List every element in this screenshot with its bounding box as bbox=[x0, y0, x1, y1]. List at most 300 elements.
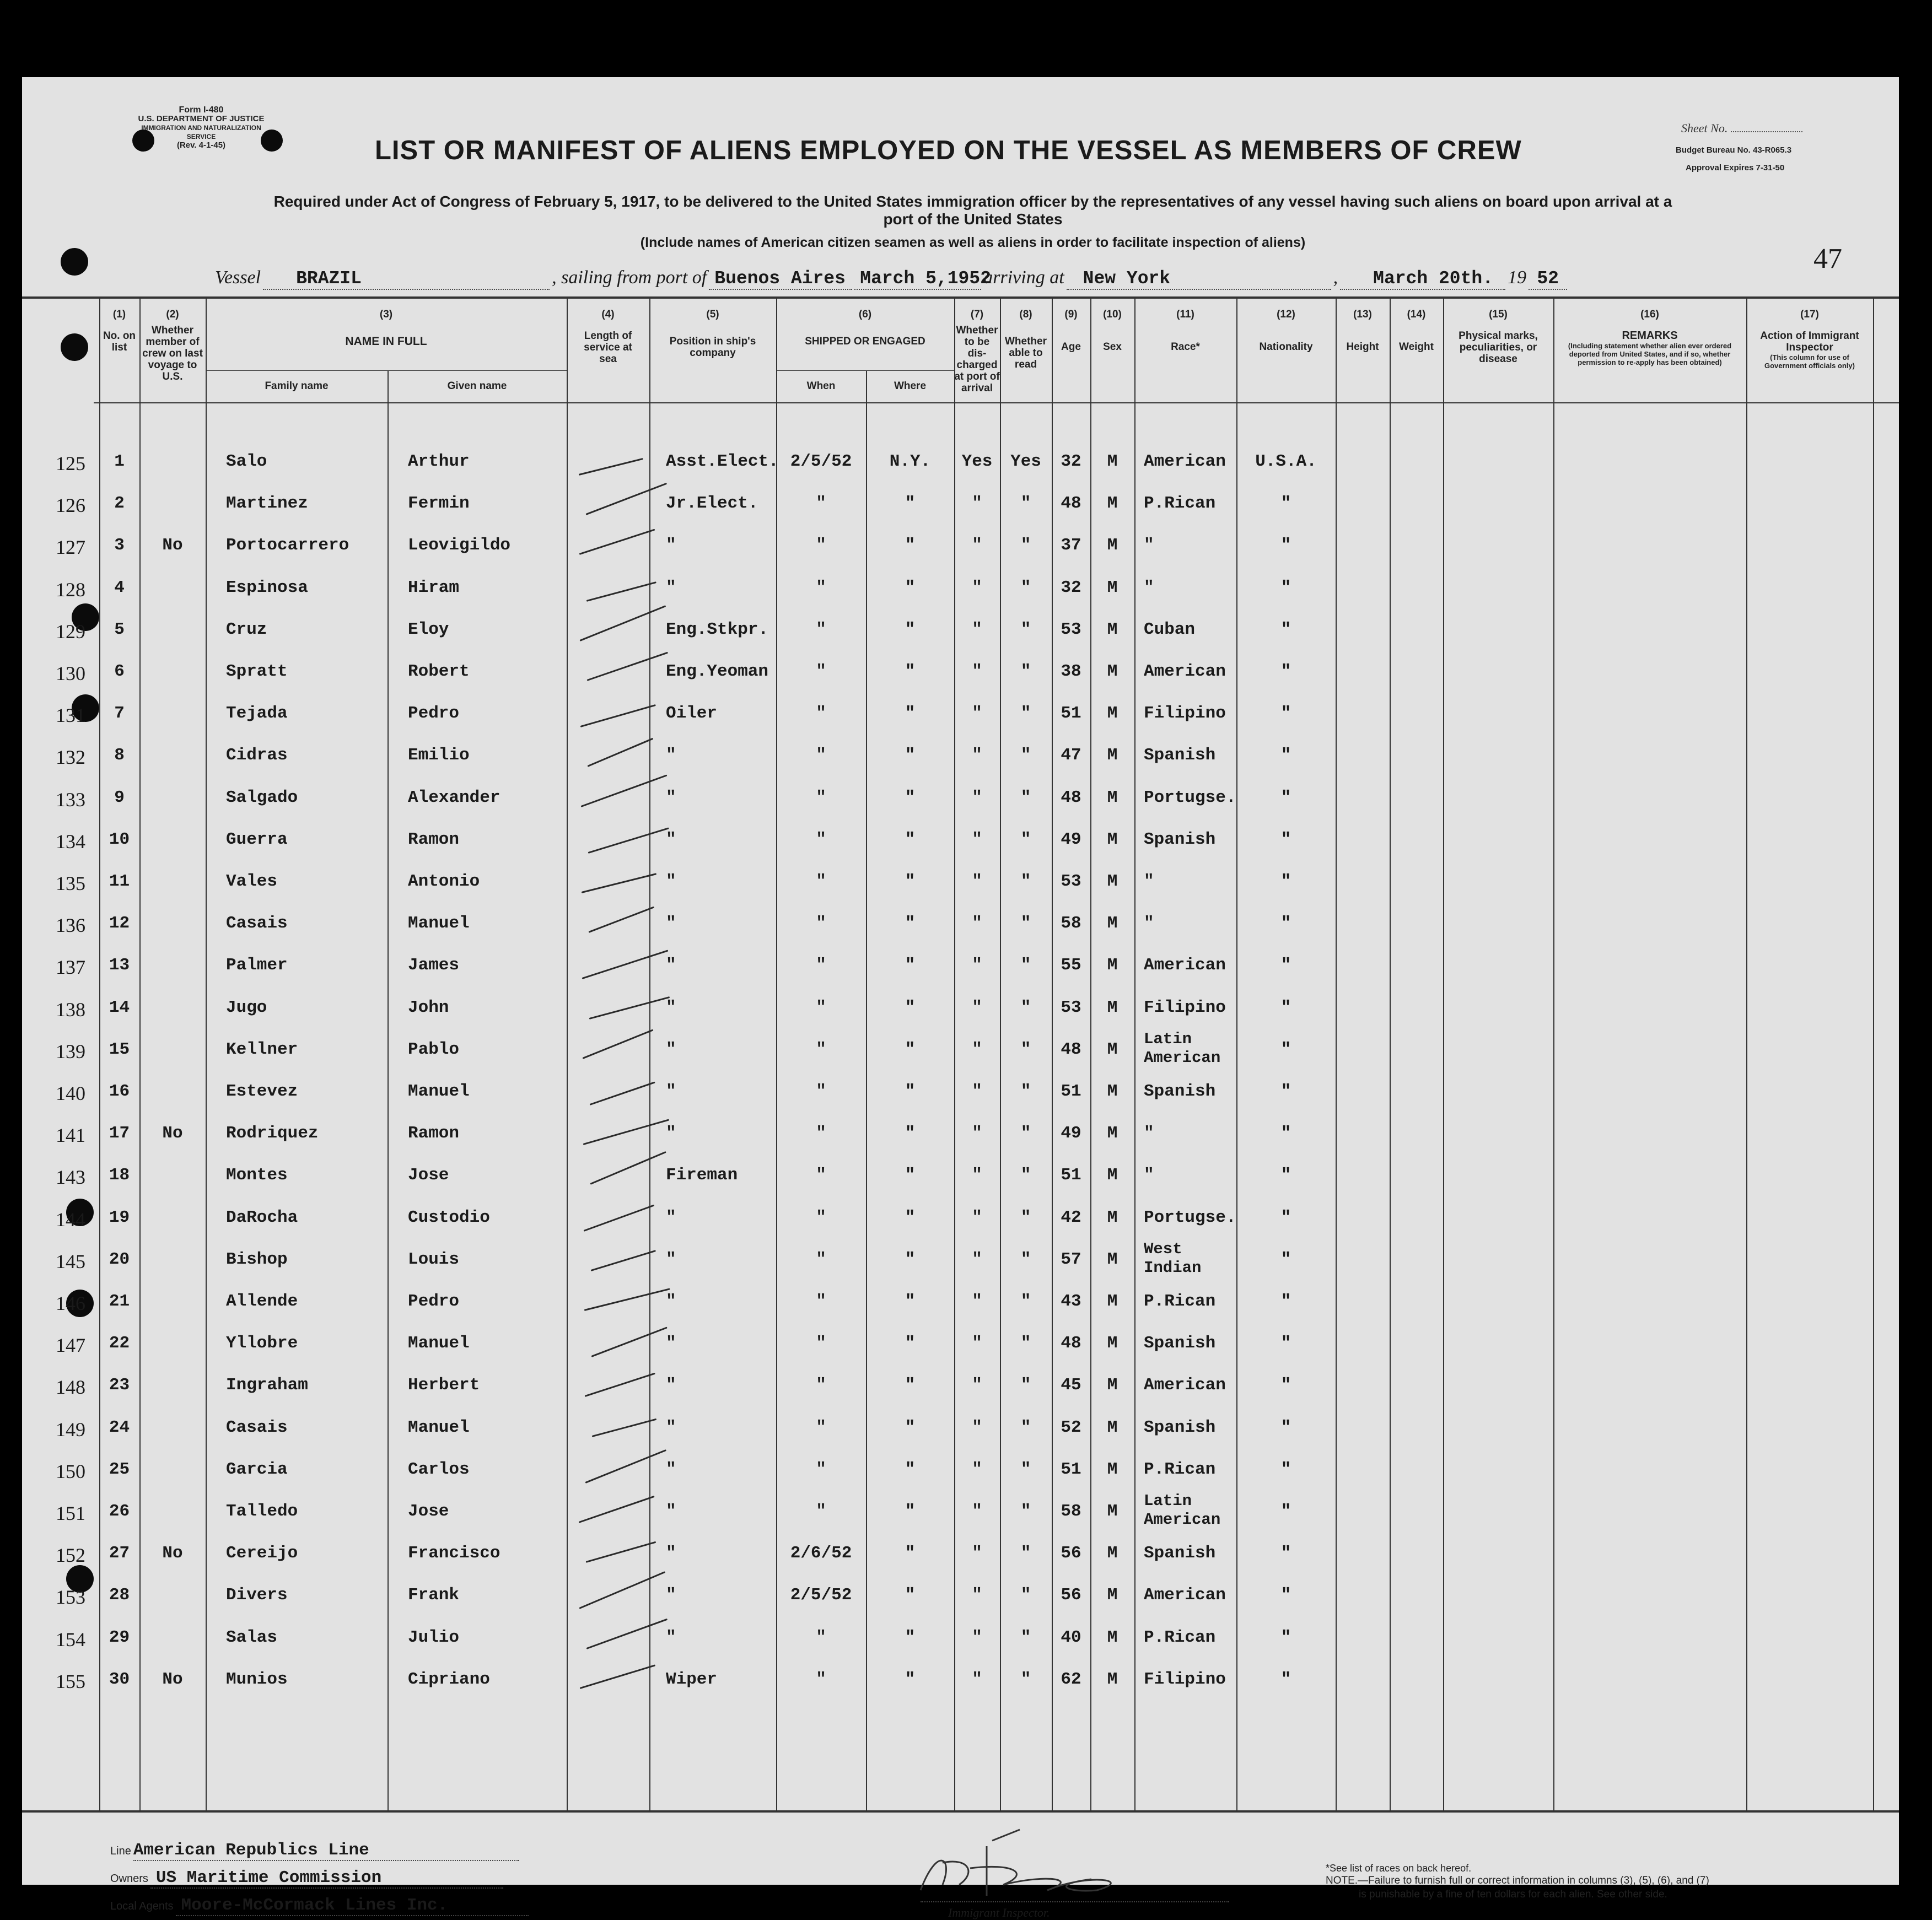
race-cell: American bbox=[1144, 662, 1226, 681]
nat-cell: " bbox=[1280, 1502, 1291, 1521]
no-cell: 17 bbox=[109, 1124, 130, 1143]
position-cell: " bbox=[666, 1040, 676, 1059]
when-cell: " bbox=[816, 704, 826, 723]
position-cell: " bbox=[666, 788, 676, 807]
table-row bbox=[22, 578, 1899, 611]
given-cell: Manuel bbox=[408, 1082, 470, 1101]
family-cell: Divers bbox=[226, 1585, 288, 1605]
disch-cell: " bbox=[972, 1124, 982, 1143]
read-cell: " bbox=[1020, 1208, 1031, 1227]
age-cell: 47 bbox=[1061, 746, 1081, 765]
nat-cell: U.S.A. bbox=[1255, 452, 1317, 471]
pencil-check-mark bbox=[584, 1288, 670, 1311]
nat-cell: " bbox=[1280, 1670, 1291, 1689]
row-handwritten-number: 139 bbox=[56, 1040, 85, 1063]
disch-cell: " bbox=[972, 1250, 982, 1269]
family-cell: Cidras bbox=[226, 746, 288, 765]
read-cell: " bbox=[1020, 1670, 1031, 1689]
sex-cell: M bbox=[1107, 1376, 1118, 1395]
table-row bbox=[22, 536, 1899, 569]
pencil-check-mark bbox=[592, 1419, 657, 1437]
age-cell: 32 bbox=[1061, 578, 1081, 597]
disch-cell: " bbox=[972, 536, 982, 555]
no-cell: 23 bbox=[109, 1376, 130, 1395]
race-cell: P.Rican bbox=[1144, 1460, 1216, 1479]
when-cell: 2/6/52 bbox=[790, 1544, 852, 1563]
table-row bbox=[22, 704, 1899, 737]
nat-cell: " bbox=[1280, 1418, 1291, 1437]
when-cell: " bbox=[816, 956, 826, 975]
when-cell: " bbox=[816, 1292, 826, 1311]
nat-cell: " bbox=[1280, 662, 1291, 681]
disch-cell: " bbox=[972, 872, 982, 891]
read-cell: " bbox=[1020, 704, 1031, 723]
race-cell: Filipino bbox=[1144, 998, 1226, 1017]
no-cell: 7 bbox=[114, 704, 125, 723]
sex-cell: M bbox=[1107, 1040, 1118, 1059]
no-cell: 20 bbox=[109, 1250, 130, 1269]
disch-cell: " bbox=[972, 578, 982, 597]
row-handwritten-number: 147 bbox=[56, 1334, 85, 1356]
read-cell: " bbox=[1020, 1544, 1031, 1563]
race-cell: Spanish bbox=[1144, 1334, 1216, 1353]
position-cell: " bbox=[666, 1250, 676, 1269]
row-handwritten-number: 146 bbox=[56, 1292, 85, 1314]
row-handwritten-number: 151 bbox=[56, 1502, 85, 1524]
row-handwritten-number: 155 bbox=[56, 1670, 85, 1692]
age-cell: 62 bbox=[1061, 1670, 1081, 1689]
nat-cell: " bbox=[1280, 956, 1291, 975]
pencil-check-mark bbox=[586, 1541, 656, 1563]
form-number: Form I-480 bbox=[179, 105, 224, 115]
no-cell: 21 bbox=[109, 1292, 130, 1311]
read-cell: " bbox=[1020, 1124, 1031, 1143]
sex-cell: M bbox=[1107, 1460, 1118, 1479]
sailing-label: , sailing from port of bbox=[552, 267, 707, 288]
disch-cell: " bbox=[972, 1208, 982, 1227]
given-cell: Francisco bbox=[408, 1544, 501, 1563]
table-row bbox=[22, 956, 1899, 989]
where-cell: " bbox=[905, 536, 916, 555]
table-row bbox=[22, 746, 1899, 779]
when-cell: " bbox=[816, 1670, 826, 1689]
table-row bbox=[22, 1418, 1899, 1451]
arriving-label: arriving at bbox=[983, 267, 1064, 288]
position-cell: Fireman bbox=[666, 1166, 738, 1185]
race-cell: American bbox=[1144, 956, 1226, 975]
given-cell: Ramon bbox=[408, 1124, 460, 1143]
position-cell: " bbox=[666, 1376, 676, 1395]
departure-port: Buenos Aires bbox=[709, 268, 852, 290]
where-cell: " bbox=[905, 662, 916, 681]
table-row bbox=[22, 1670, 1899, 1703]
row-handwritten-number: 134 bbox=[56, 830, 85, 853]
sex-cell: M bbox=[1107, 1585, 1118, 1605]
pencil-check-mark bbox=[580, 704, 656, 727]
read-cell: " bbox=[1020, 1250, 1031, 1269]
nat-cell: " bbox=[1280, 998, 1291, 1017]
table-row bbox=[22, 1166, 1899, 1199]
inspector-label: Immigrant Inspector. bbox=[948, 1906, 1050, 1919]
given-cell: John bbox=[408, 998, 449, 1017]
row-handwritten-number: 140 bbox=[56, 1082, 85, 1104]
row-handwritten-number: 153 bbox=[56, 1586, 85, 1608]
family-cell: Kellner bbox=[226, 1040, 298, 1059]
row-handwritten-number: 144 bbox=[56, 1209, 85, 1231]
when-cell: " bbox=[816, 1124, 826, 1143]
table-row bbox=[22, 1030, 1899, 1073]
age-cell: 40 bbox=[1061, 1628, 1081, 1647]
when-header: When bbox=[806, 380, 836, 392]
pencil-check-mark bbox=[586, 581, 656, 602]
read-cell: " bbox=[1020, 1292, 1031, 1311]
pencil-check-mark bbox=[582, 1029, 653, 1059]
table-row bbox=[22, 1544, 1899, 1577]
pencil-check-mark bbox=[585, 483, 667, 515]
sex-cell: M bbox=[1107, 1418, 1118, 1437]
age-cell: 49 bbox=[1061, 1124, 1081, 1143]
position-cell: " bbox=[666, 1585, 676, 1605]
subtitle-note: (Include names of American citizen seamen as well as aliens in order to facilitate inspection of aliens) bbox=[640, 235, 1306, 250]
when-cell: " bbox=[816, 914, 826, 933]
row-handwritten-number: 148 bbox=[56, 1376, 85, 1398]
given-cell: James bbox=[408, 956, 460, 975]
row-handwritten-number: 137 bbox=[56, 956, 85, 978]
when-cell: " bbox=[816, 1208, 826, 1227]
approval-expiry: Approval Expires 7-31-50 bbox=[1686, 163, 1785, 172]
row-handwritten-number: 136 bbox=[56, 914, 85, 936]
line-value: American Republics Line bbox=[133, 1841, 519, 1861]
family-cell: Salgado bbox=[226, 788, 298, 807]
pencil-check-mark bbox=[582, 950, 669, 979]
when-cell: " bbox=[816, 578, 826, 597]
age-cell: 51 bbox=[1061, 1082, 1081, 1101]
nat-cell: " bbox=[1280, 788, 1291, 807]
no-cell: 8 bbox=[114, 746, 125, 765]
table-row bbox=[22, 914, 1899, 947]
position-cell: " bbox=[666, 536, 676, 555]
family-cell: Talledo bbox=[226, 1502, 298, 1521]
when-cell: 2/5/52 bbox=[790, 1585, 852, 1605]
read-cell: " bbox=[1020, 1502, 1031, 1521]
col-7-header: (7) Whether to be dis-charged at port of arrival bbox=[954, 309, 1000, 394]
race-cell: American bbox=[1144, 452, 1226, 471]
punch-hole bbox=[61, 248, 88, 276]
disch-cell: " bbox=[972, 1670, 982, 1689]
no-cell: 3 bbox=[114, 536, 125, 555]
position-cell: " bbox=[666, 1460, 676, 1479]
race-cell: Spanish bbox=[1144, 1418, 1216, 1437]
disch-cell: " bbox=[972, 914, 982, 933]
name-subheader-rule bbox=[206, 370, 567, 371]
age-cell: 58 bbox=[1061, 914, 1081, 933]
race-cell: P.Rican bbox=[1144, 494, 1216, 513]
position-cell: Asst.Elect. bbox=[666, 452, 779, 471]
pencil-check-mark bbox=[585, 1449, 666, 1484]
when-cell: " bbox=[816, 1376, 826, 1395]
manifest-sheet bbox=[22, 77, 1899, 1919]
pencil-check-mark bbox=[591, 1326, 667, 1357]
family-name-header: Family name bbox=[265, 380, 329, 392]
where-cell: " bbox=[905, 1208, 916, 1227]
when-cell: " bbox=[816, 872, 826, 891]
sex-cell: M bbox=[1107, 494, 1118, 513]
no-cell: 9 bbox=[114, 788, 125, 807]
punch-hole bbox=[61, 333, 88, 361]
row-handwritten-number: 128 bbox=[56, 579, 85, 601]
sex-cell: M bbox=[1107, 788, 1118, 807]
race-cell: Spanish bbox=[1144, 746, 1216, 765]
position-cell: Eng.Yeoman bbox=[666, 662, 769, 681]
given-cell: Ramon bbox=[408, 830, 460, 849]
position-cell: " bbox=[666, 1082, 676, 1101]
table-row bbox=[22, 1208, 1899, 1241]
given-cell: Cipriano bbox=[408, 1670, 490, 1689]
when-cell: " bbox=[816, 620, 826, 639]
position-cell: Jr.Elect. bbox=[666, 494, 758, 513]
table-row bbox=[22, 1460, 1899, 1493]
sex-cell: M bbox=[1107, 704, 1118, 723]
family-cell: Montes bbox=[226, 1166, 288, 1185]
given-cell: Arthur bbox=[408, 452, 470, 471]
nat-cell: " bbox=[1280, 746, 1291, 765]
no-cell: 1 bbox=[114, 452, 125, 471]
family-cell: Garcia bbox=[226, 1460, 288, 1479]
sex-cell: M bbox=[1107, 1124, 1118, 1143]
col-4-header: (4) Length of service at sea bbox=[584, 309, 632, 365]
nat-cell: " bbox=[1280, 1124, 1291, 1143]
disch-cell: " bbox=[972, 788, 982, 807]
prev-cell: No bbox=[162, 1544, 183, 1563]
race-cell: P.Rican bbox=[1144, 1628, 1216, 1647]
no-cell: 4 bbox=[114, 578, 125, 597]
arrival-port: New York bbox=[1067, 268, 1331, 290]
pencil-check-mark bbox=[590, 1081, 655, 1105]
sex-cell: M bbox=[1107, 1166, 1118, 1185]
row-handwritten-number: 132 bbox=[56, 746, 85, 768]
age-cell: 51 bbox=[1061, 1166, 1081, 1185]
row-handwritten-number: 127 bbox=[56, 536, 85, 558]
given-cell: Custodio bbox=[408, 1208, 490, 1227]
sex-cell: M bbox=[1107, 1628, 1118, 1647]
no-cell: 10 bbox=[109, 830, 130, 849]
nat-cell: " bbox=[1280, 1166, 1291, 1185]
table-row bbox=[22, 1082, 1899, 1115]
disch-cell: " bbox=[972, 1585, 982, 1605]
row-handwritten-number: 150 bbox=[56, 1460, 85, 1482]
sex-cell: M bbox=[1107, 1250, 1118, 1269]
when-cell: " bbox=[816, 998, 826, 1017]
disch-cell: " bbox=[972, 704, 982, 723]
table-row bbox=[22, 998, 1899, 1031]
service: IMMIGRATION AND NATURALIZATION SERVICE bbox=[141, 124, 261, 141]
row-handwritten-number: 133 bbox=[56, 789, 85, 811]
race-cell: Spanish bbox=[1144, 1544, 1216, 1563]
family-cell: Yllobre bbox=[226, 1334, 298, 1353]
sex-cell: M bbox=[1107, 1082, 1118, 1101]
position-cell: " bbox=[666, 1502, 676, 1521]
sex-cell: M bbox=[1107, 746, 1118, 765]
no-cell: 5 bbox=[114, 620, 125, 639]
races-note: *See list of races on back hereof. bbox=[1326, 1863, 1472, 1874]
given-cell: Jose bbox=[408, 1502, 449, 1521]
pencil-check-mark bbox=[579, 1496, 655, 1523]
read-cell: " bbox=[1020, 1460, 1031, 1479]
table-row bbox=[22, 872, 1899, 905]
shipped-subheader-rule bbox=[776, 370, 954, 371]
line-label: Line bbox=[110, 1845, 131, 1857]
pencil-check-mark bbox=[591, 1250, 656, 1271]
no-cell: 12 bbox=[109, 914, 130, 933]
race-line-1: West bbox=[1144, 1240, 1182, 1258]
race-cell: Portugse. bbox=[1144, 1208, 1236, 1227]
pencil-check-mark bbox=[579, 529, 655, 555]
budget-number: Budget Bureau No. 43-R065.3 bbox=[1676, 145, 1792, 155]
age-cell: 48 bbox=[1061, 1334, 1081, 1353]
nat-cell: " bbox=[1280, 1460, 1291, 1479]
given-name-header: Given name bbox=[447, 380, 507, 392]
disch-cell: " bbox=[972, 998, 982, 1017]
given-cell: Robert bbox=[408, 662, 470, 681]
col-12-header: (12) Nationality bbox=[1259, 309, 1313, 353]
race-cell: " bbox=[1144, 578, 1154, 597]
read-cell: " bbox=[1020, 746, 1031, 765]
col-9-header: (9) Age bbox=[1061, 309, 1081, 353]
where-cell: " bbox=[905, 1418, 916, 1437]
position-cell: " bbox=[666, 1124, 676, 1143]
race-cell bbox=[1144, 1492, 1236, 1529]
age-cell: 48 bbox=[1061, 788, 1081, 807]
family-cell: Cereijo bbox=[226, 1544, 298, 1563]
table-row bbox=[22, 452, 1899, 485]
age-cell: 53 bbox=[1061, 620, 1081, 639]
given-cell: Fermin bbox=[408, 494, 470, 513]
disch-cell: " bbox=[972, 1544, 982, 1563]
where-cell: " bbox=[905, 1040, 916, 1059]
given-cell: Emilio bbox=[408, 746, 470, 765]
where-cell: " bbox=[905, 746, 916, 765]
sex-cell: M bbox=[1107, 1544, 1118, 1563]
family-cell: Ingraham bbox=[226, 1376, 308, 1395]
disch-cell: " bbox=[972, 494, 982, 513]
no-cell: 14 bbox=[109, 998, 130, 1017]
sex-cell: M bbox=[1107, 578, 1118, 597]
disch-cell: " bbox=[972, 1376, 982, 1395]
row-handwritten-number: 131 bbox=[56, 704, 85, 726]
race-line-2: American bbox=[1144, 1511, 1221, 1529]
position-cell: " bbox=[666, 1334, 676, 1353]
when-cell: " bbox=[816, 1334, 826, 1353]
no-cell: 27 bbox=[109, 1544, 130, 1563]
nat-cell: " bbox=[1280, 1250, 1291, 1269]
table-row bbox=[22, 1376, 1899, 1409]
when-cell: " bbox=[816, 1250, 826, 1269]
prev-cell: No bbox=[162, 1670, 183, 1689]
department: U.S. DEPARTMENT OF JUSTICE bbox=[138, 114, 265, 123]
no-cell: 24 bbox=[109, 1418, 130, 1437]
given-cell: Antonio bbox=[408, 872, 480, 891]
when-cell: " bbox=[816, 1418, 826, 1437]
nat-cell: " bbox=[1280, 1376, 1291, 1395]
age-cell: 56 bbox=[1061, 1544, 1081, 1563]
no-cell: 2 bbox=[114, 494, 125, 513]
table-row bbox=[22, 662, 1899, 695]
nat-cell: " bbox=[1280, 1040, 1291, 1059]
race-cell: " bbox=[1144, 536, 1154, 555]
row-handwritten-number: 126 bbox=[56, 494, 85, 516]
read-cell: " bbox=[1020, 872, 1031, 891]
family-cell: Munios bbox=[226, 1670, 288, 1689]
disch-cell: " bbox=[972, 830, 982, 849]
row-handwritten-number: 138 bbox=[56, 999, 85, 1021]
table-bottom-border bbox=[22, 1810, 1899, 1813]
penalty-note: NOTE.—Failure to furnish full or correct information in columns (3), (5), (6), and (7) bbox=[1326, 1875, 1709, 1886]
given-cell: Manuel bbox=[408, 914, 470, 933]
sex-cell: M bbox=[1107, 956, 1118, 975]
position-cell: " bbox=[666, 872, 676, 891]
col-11-header: (11) Race* bbox=[1171, 309, 1200, 353]
when-cell: " bbox=[816, 1502, 826, 1521]
sex-cell: M bbox=[1107, 620, 1118, 639]
when-cell: " bbox=[816, 536, 826, 555]
table-row bbox=[22, 620, 1899, 653]
row-handwritten-number: 135 bbox=[56, 872, 85, 894]
age-cell: 53 bbox=[1061, 998, 1081, 1017]
where-cell: " bbox=[905, 1292, 916, 1311]
sex-cell: M bbox=[1107, 1670, 1118, 1689]
table-row bbox=[22, 1292, 1899, 1325]
nat-cell: " bbox=[1280, 830, 1291, 849]
race-cell: Cuban bbox=[1144, 620, 1196, 639]
where-cell: " bbox=[905, 1628, 916, 1647]
table-row bbox=[22, 494, 1899, 527]
table-row bbox=[22, 830, 1899, 863]
position-cell: " bbox=[666, 1628, 676, 1647]
age-cell: 37 bbox=[1061, 536, 1081, 555]
nat-cell: " bbox=[1280, 914, 1291, 933]
family-cell: Estevez bbox=[226, 1082, 298, 1101]
col-3-header: (3) NAME IN FULL bbox=[345, 309, 427, 348]
col-10-header: (10) Sex bbox=[1103, 309, 1122, 353]
disch-cell: " bbox=[972, 662, 982, 681]
position-cell: " bbox=[666, 830, 676, 849]
arrival-date: March 20th. bbox=[1340, 268, 1505, 290]
col-8-header: (8) Whether able to read bbox=[1005, 309, 1047, 370]
sheet-number bbox=[1681, 121, 1802, 136]
owners-value: US Maritime Commission bbox=[150, 1868, 503, 1889]
row-handwritten-number: 141 bbox=[56, 1124, 85, 1146]
position-cell: " bbox=[666, 914, 676, 933]
read-cell: Yes bbox=[1010, 452, 1041, 471]
read-cell: " bbox=[1020, 1082, 1031, 1101]
family-cell: Espinosa bbox=[226, 578, 308, 597]
age-cell: 48 bbox=[1061, 494, 1081, 513]
when-cell: " bbox=[816, 830, 826, 849]
row-handwritten-number: 130 bbox=[56, 662, 85, 684]
given-cell: Herbert bbox=[408, 1376, 480, 1395]
where-cell: " bbox=[905, 1585, 916, 1605]
nat-cell: " bbox=[1280, 536, 1291, 555]
no-cell: 18 bbox=[109, 1166, 130, 1185]
col-15-header: (15) Physical marks, peculiarities, or disease bbox=[1459, 309, 1538, 365]
col-1-header: (1) No. on list bbox=[103, 309, 136, 353]
position-cell: Wiper bbox=[666, 1670, 718, 1689]
nat-cell: " bbox=[1280, 620, 1291, 639]
read-cell: " bbox=[1020, 998, 1031, 1017]
where-cell: " bbox=[905, 620, 916, 639]
pencil-check-mark bbox=[587, 738, 653, 767]
pencil-check-mark bbox=[579, 1571, 665, 1609]
